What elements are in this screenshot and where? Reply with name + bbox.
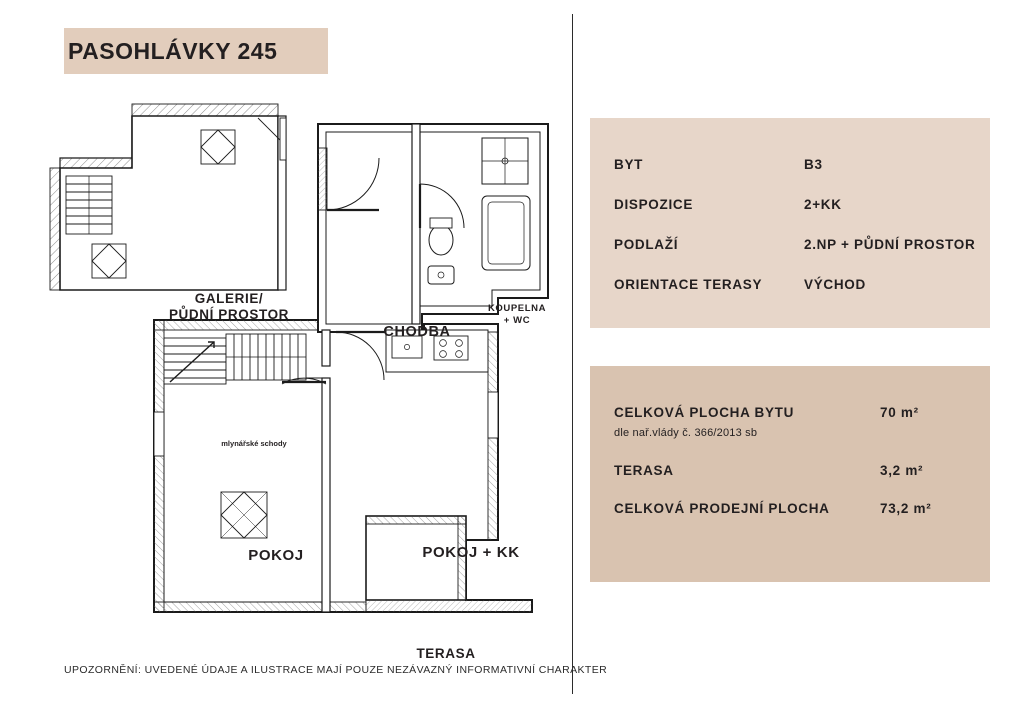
info-label: BYT	[614, 157, 644, 172]
info-row	[614, 156, 986, 174]
info-row	[614, 196, 986, 214]
vertical-divider	[572, 14, 573, 694]
info-row	[614, 404, 986, 442]
info-label: ORIENTACE TERASY	[614, 277, 763, 292]
info-value: 2+KK	[804, 197, 842, 212]
info-label: PODLAŽÍ	[614, 237, 679, 252]
room-label-galerie-line1: GALERIE/	[194, 291, 264, 306]
room-label-koupelna	[476, 303, 558, 326]
info-row	[614, 500, 986, 518]
info-value: VÝCHOD	[804, 277, 866, 292]
room-label-galerie	[144, 291, 314, 324]
footer-disclaimer: UPOZORNĚNÍ: UVEDENÉ ÚDAJE A ILUSTRACE MAJÍ POUZE NEZÁVAZNÝ INFORMATIVNÍ CHARAKTER	[64, 664, 608, 676]
info-row	[614, 462, 986, 480]
info-row	[614, 236, 986, 254]
info-value: 70 m²	[880, 405, 919, 420]
info-value: 2.NP + PŮDNÍ PROSTOR	[804, 237, 976, 252]
room-label-pokoj-kk: POKOJ + KK	[422, 544, 520, 561]
info-list-top	[614, 156, 986, 294]
info-list-bottom	[614, 404, 986, 538]
info-label-subtext: dle nař.vlády č. 366/2013 sb	[614, 427, 758, 439]
info-value: 3,2 m²	[880, 463, 924, 478]
info-label-text: CELKOVÁ PLOCHA BYTU	[614, 405, 795, 420]
page-title: PASOHLÁVKY 245	[68, 38, 278, 64]
room-label-koupelna-line2: + WC	[503, 314, 531, 326]
floorplan	[36, 92, 556, 661]
room-label-koupelna-line1: KOUPELNA	[487, 303, 547, 314]
info-label: CELKOVÁ PRODEJNÍ PLOCHA	[614, 501, 830, 516]
info-value: B3	[804, 157, 823, 172]
room-label-terasa: TERASA	[416, 646, 476, 661]
info-label: TERASA	[614, 463, 674, 478]
info-label	[614, 404, 880, 442]
room-label-pokoj: POKOJ	[248, 547, 304, 564]
info-row	[614, 276, 986, 294]
info-label: DISPOZICE	[614, 197, 694, 212]
room-label-chodba: CHODBA	[383, 324, 451, 340]
room-label-mlynarske-schody: mlynářské schody	[221, 439, 287, 448]
info-value: 73,2 m²	[880, 501, 932, 516]
room-label-galerie-line2: PŮDNÍ PROSTOR	[168, 307, 290, 323]
